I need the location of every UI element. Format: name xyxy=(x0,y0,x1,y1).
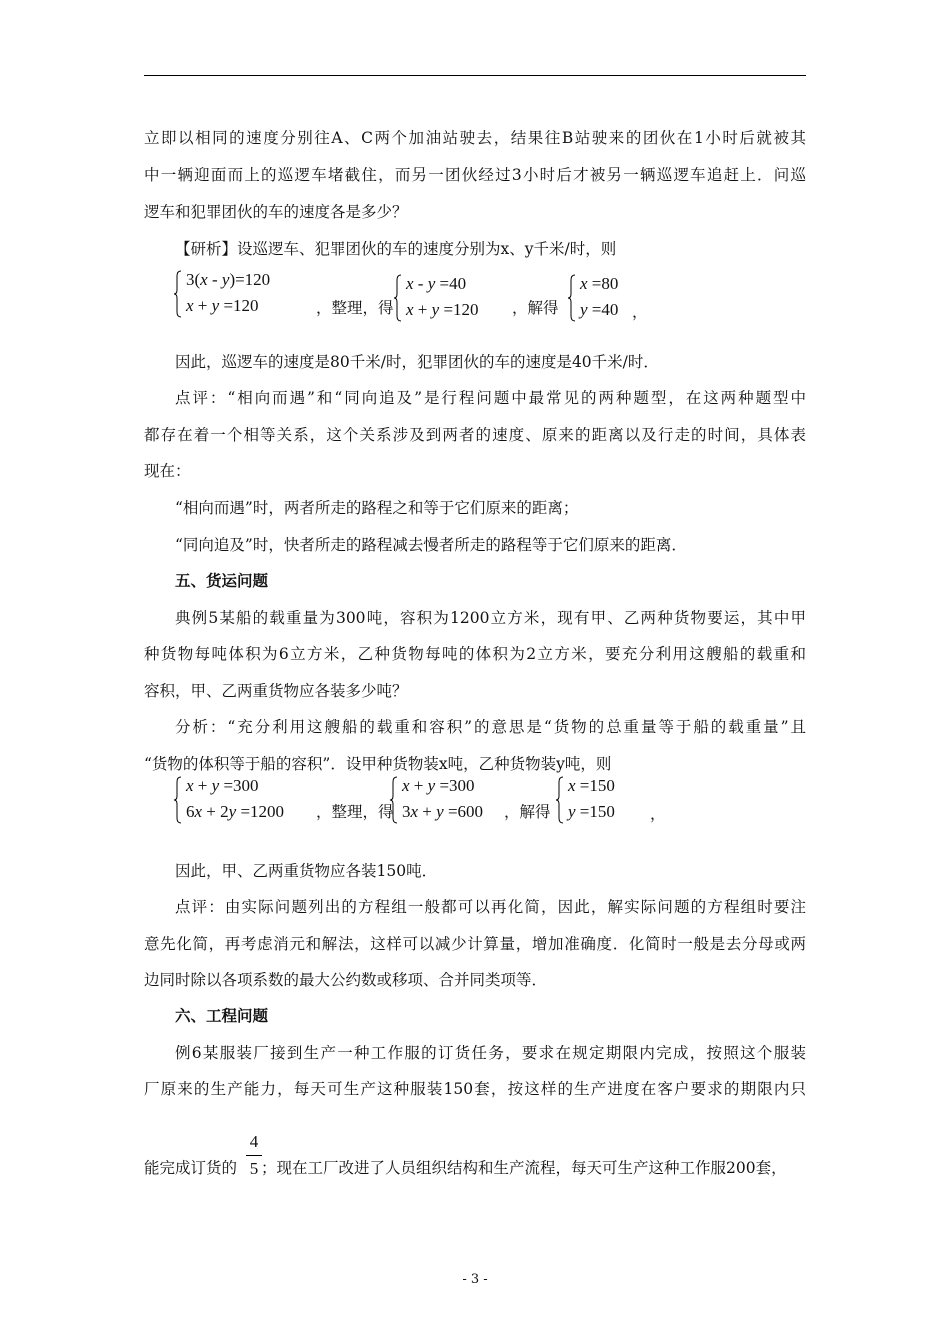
paragraph-line: 点评：“相向而遇”和“同向追及”是行程问题中最常见的两种题型，在这两种题型中 xyxy=(175,389,806,407)
paragraph-line: “相向而遇”时，两者所走的路程之和等于它们原来的距离； xyxy=(175,499,579,517)
equation-connector: ， xyxy=(632,304,648,321)
paragraph-line: 例6某服装厂接到生产一种工作服的订货任务，要求在规定期限内完成，按照这个服装 xyxy=(175,1044,806,1062)
brace-icon xyxy=(174,776,182,824)
equation-simplified: x - y =40 x + y =120 xyxy=(394,274,504,324)
brace-icon xyxy=(390,776,398,824)
brace-icon xyxy=(556,776,564,824)
fraction-numerator: 4 xyxy=(249,1132,259,1151)
paragraph-line: 意先化简，再考虑消元和解法，这样可以减少计算量，增加准确度．化简时一般是去分母或两 xyxy=(144,935,806,953)
equation-connector: ，整理，得 xyxy=(316,300,394,317)
paragraph-line: 都存在着一个相等关系，这个关系涉及到两者的速度、原来的距离以及行走的时间，具体表 xyxy=(144,426,806,444)
paragraph-line: 中一辆迎面而上的巡逻车堵截住，而另一团伙经过3小时后才被另一辆巡逻车追赶上．问巡 xyxy=(144,166,806,184)
page-number: - 3 - xyxy=(462,1272,488,1287)
brace-icon xyxy=(174,270,182,318)
equation-system-2 xyxy=(174,776,694,836)
paragraph-line: 种货物每吨体积为6立方米，乙种货物每吨的体积为2立方米，要充分利用这艘船的载重和 xyxy=(144,645,806,663)
equation-connector: ，解得 xyxy=(512,300,559,317)
paragraph-line: 分析：“充分利用这艘船的载重和容积”的意思是“货物的总重量等于船的载重量”且 xyxy=(175,718,806,736)
paragraph-line: 边同时除以各项系数的最大公约数或移项、合并同类项等． xyxy=(144,971,548,989)
equation-connector: ，整理，得 xyxy=(316,804,394,821)
section-heading: 六、工程问题 xyxy=(175,1006,269,1025)
equation-connector: ， xyxy=(650,806,666,823)
paragraph-line: 因此，巡逻车的速度是80千米/时，犯罪团伙的车的速度是40千米/时． xyxy=(175,353,659,371)
paragraph-line: 容积，甲、乙两重货物应各装多少吨？ xyxy=(144,682,408,700)
paragraph-line: “货物的体积等于船的容积”．设甲种货物装x吨，乙种货物装y吨，则 xyxy=(144,755,612,773)
equation-original: x + y =300 6x + 2y =1200 xyxy=(174,776,324,826)
paragraph-line: 现在： xyxy=(144,462,191,480)
paragraph-line: 因此，甲、乙两重货物应各装150吨． xyxy=(175,862,438,880)
equation-original: 3(x - y)=120 x + y =120 xyxy=(174,270,344,320)
paragraph-line: 厂原来的生产能力，每天可生产这种服装150套，按这样的生产进度在客户要求的期限内只 xyxy=(144,1080,806,1098)
paragraph-line: 典例5某船的载重量为300吨，容积为1200立方米，现有甲、乙两种货物要运，其中甲 xyxy=(175,609,806,627)
equation-connector: ，解得 xyxy=(504,804,551,821)
paragraph-line: 能完成订货的 ；现在工厂改进了人员组织结构和生产流程，每天可生产这种工作服200套， xyxy=(144,1159,787,1177)
fraction-denominator: 5 xyxy=(249,1159,259,1178)
section-heading: 五、货运问题 xyxy=(175,571,269,590)
paragraph-line: 【研析】设巡逻车、犯罪团伙的车的速度分别为x、y千米/时，则 xyxy=(175,240,617,258)
equation-solution: x =80 y =40 xyxy=(568,274,648,324)
equation-simplified: x + y =300 3x + y =600 xyxy=(390,776,500,826)
paragraph-line: 点评：由实际问题列出的方程组一般都可以再化简，因此，解实际问题的方程组时要注 xyxy=(175,898,806,916)
brace-icon xyxy=(394,274,402,322)
paragraph-line: “同向追及”时，快者所走的路程减去慢者所走的路程等于它们原来的距离． xyxy=(175,536,687,554)
header-rule xyxy=(144,75,806,76)
fraction-bar xyxy=(246,1155,262,1156)
paragraph-line: 逻车和犯罪团伙的车的速度各是多少？ xyxy=(144,203,408,221)
paragraph-line: 立即以相同的速度分别往A、C两个加油站驶去，结果往B站驶来的团伙在1小时后就被其 xyxy=(144,129,806,147)
equation-solution: x =150 y =150 xyxy=(556,776,646,826)
fraction xyxy=(246,1132,262,1179)
equation-system-1 xyxy=(174,270,674,330)
brace-icon xyxy=(568,274,576,322)
